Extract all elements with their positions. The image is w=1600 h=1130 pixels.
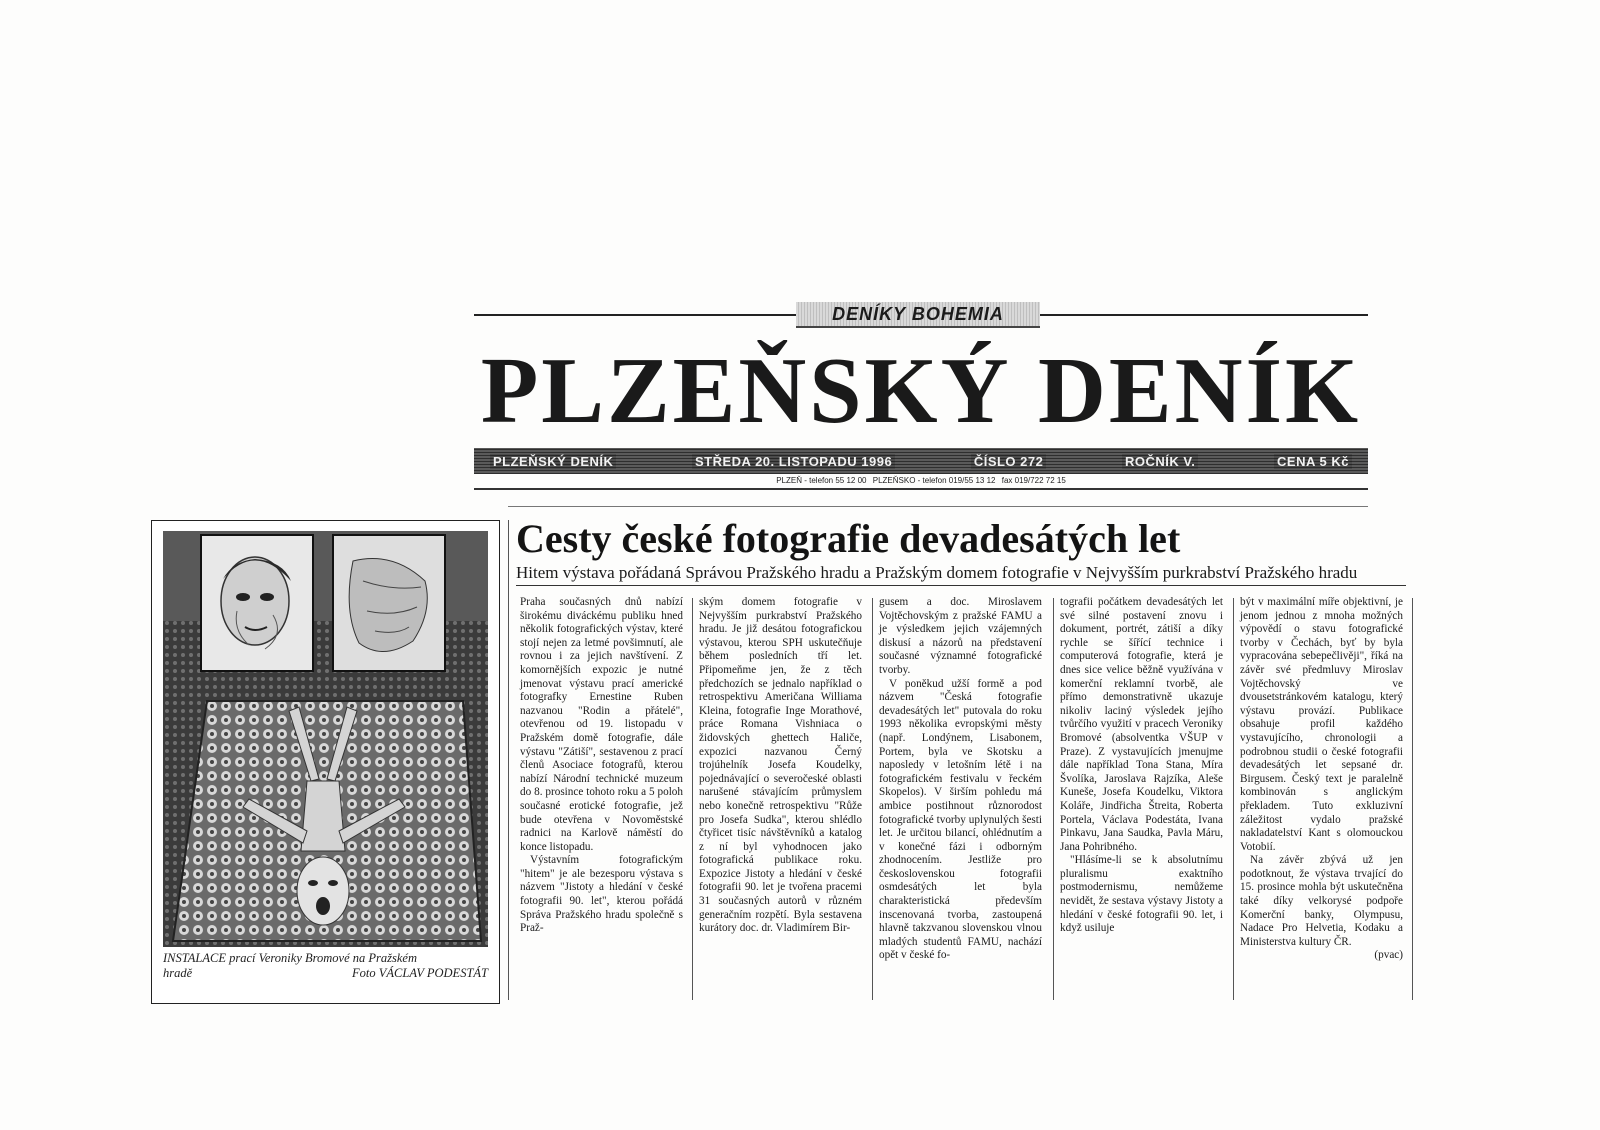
installation-photo (163, 531, 488, 947)
dateline-bar (474, 448, 1368, 474)
masthead-thin-rule (508, 506, 1368, 507)
article-column-1 (520, 596, 683, 936)
series-row (474, 300, 1368, 328)
dateline-paper: PLZEŇSKÝ DENÍK (490, 454, 616, 469)
dateline-price: CENA 5 Kč (1274, 454, 1352, 469)
article-right-rule (1412, 598, 1413, 1000)
paragraph: Praha současných dnů nabízí širokému diváckému publiku hned několik fotografických výstav, které stojí nejen za letmé povšimnutí, ale rovnou i za jejich navštívení. Z komornějších expozic je nutné jmenovat výstavu prací americké fotografky Ernestine Ruben nazvanou "Rodin a přátelé", otevřenou od 19. listopadu v Pražském domě fotografie, dále výstavu "Zátiší", sestavenou z prací členů Asociace fotografů, kterou nabízí Národní technické muzeum do 8. prosince tohoto roku a 5 poloh současné erotické fotografie, jež bude otevřena v Novoměstské radnici na Karlově náměstí do konce listopadu. (520, 596, 683, 853)
paragraph: "Hlásíme-li se k absolutnímu pluralismu exaktního postmodernismu, nemůžeme nevidět, že sestava výstavy Jistoty a hledání v české fotografii 90. let, i když usiluje (1060, 854, 1223, 935)
paragraph: tografii počátkem devadesátých let své silné postavení znovu i dokument, portrét, zátiší a díky rychle se šířící technice i computerová fotografie, která je dnes sice velice běžně využívána v komerční reklamní tvorbě, ale přímo demonstrativně ukazuje nikoliv laciný výsledek jejího tvůrčího využití v pracech Veroniky Bromové (absolventka VŠUP v Praze). Z vystavujících jmenujme dále například Tona Stana, Míra Švolíka, Jaroslava Rajzíka, Aleše Kuneše, Josefa Koudelku, Viktora Koláře, Jindřicha Štreita, Roberta Portela, Václava Podestáta, Ivana Pinkavu, Jana Saudka, Pavla Máru, Jana Pohribného. (1060, 596, 1223, 853)
contact-fax: fax 019/722 72 15 (1001, 476, 1066, 485)
masthead-rule (474, 488, 1368, 490)
paragraph: gusem a doc. Miroslavem Vojtěchovským z pražské FAMU a je výsledkem jejich vzájemných diskusí a názorů na představení současné významné fotografické tvorby. (879, 596, 1042, 676)
contact-city: PLZEŇ - telefon 55 12 00 (776, 476, 867, 485)
paragraph: být v maximální míře objektivní, je jenom jednou z mnoha možných výpovědí o stavu fotografické tvorby v Čechách, byť by byla vypracována sebepečlivěji", říká na závěr své předmluvy Miroslav Vojtěchovský ve dvousetstránkovém katalogu, který výstavu provází. Publikace obsahuje profil každého vystavujícího, chronologii a podrobnou studii o české fotografii devadesátých let sepsané dr. Birgusem. Český text je paralelně kombinován s anglickým překladem. Tuto exkluzivní záležitost vydalo pražské nakladatelství Kant s olomouckou Votobií. (1240, 596, 1403, 853)
series-rule-right (1040, 314, 1368, 316)
caption-line: INSTALACE prací Veroniky Bromové na Pražském (163, 951, 418, 965)
dateline-date: STŘEDA 20. LISTOPADU 1996 (692, 454, 895, 469)
contact-region: PLZEŇSKO - telefon 019/55 13 12 (872, 476, 996, 485)
article-column-2 (699, 596, 862, 936)
caption-place: hradě (163, 966, 193, 980)
series-logo: DENÍKY BOHEMIA (796, 302, 1040, 328)
photo-box (151, 520, 500, 1004)
paragraph: V poněkud užší formě a pod názvem "Česká fotografie devadesátých let" putovala do roku 1993 několika evropskými městy (např. Londýnem, Lisabonem, Portem, byla ve Skotsku a naposledy v letošním létě i na fotografickém festivalu v řeckém Skopelos). V širším pohledu má ambice postihnout různorodost fotografické tvorby uplynulých šesti let. Je určitou bilancí, ohlédnutím a v konečné fázi i odborným zhodnocením. Jestliže pro československou fotografii osmdesátých let byla charakteristická především inscenovaná tvorba, zastoupená hlavně takzvanou slovenskou vlnou mladých studentů FAMU, nachází opět v české fo- (879, 677, 1042, 962)
column-rule (1233, 598, 1234, 1000)
article-column-5 (1240, 596, 1403, 963)
column-rule (692, 598, 693, 1000)
photo-caption (163, 951, 488, 981)
dateline-volume: ROČNÍK V. (1122, 454, 1198, 469)
column-rule (1053, 598, 1054, 1000)
paragraph: ským domem fotografie v Nejvyšším purkrabství Pražského hradu. Je již desátou fotografickou výstavou, kterou SPH uskutečňuje během posledních tří let. Připomeňme jen, že z těch předchozích se jednalo například o retrospektivu Američana Williama Kleina, fotografie Inge Morathové, práce Romana Vishniaca o židovských ghettech Haliče, expozici nazvanou Černý trojúhelník Josefa Koudelky, pojednávající o severočeské oblasti narušené stávajícím průmyslem nebo konečně retrospektivu "Růže pro Josefa Sudka", kterou shlédlo čtyřicet tisíc návštěvníků a katalog z ní byl vyhodnocen jako fotografická publikace roku. Expozice Jistoty a hledání v české fotografii 90. let je tvořena pracemi 31 současných autorů v různém generačním rozpětí. Byla sestavena kurátory doc. dr. Vladimírem Bir- (699, 596, 862, 935)
author-signature: (pvac) (1374, 949, 1403, 962)
article-subhead: Hitem výstava pořádaná Správou Pražského hradu a Pražským domem fotografie v Nejvyšším purkrabství Pražského hradu (516, 563, 1406, 586)
column-rule (872, 598, 873, 1000)
series-rule-left (474, 314, 796, 316)
masthead (474, 300, 1368, 485)
paragraph: Na závěr zbývá už jen podotknout, že výstava trvající do 15. prosince mohla být uskutečněna také díky velkorysé podpoře Komerční banky, Olympusu, Nadace Pro Helvetia, Kodaku a Ministerstva kultury ČR. (1240, 854, 1403, 948)
article-column-3 (879, 596, 1042, 963)
contact-line (474, 476, 1368, 485)
article-column-4 (1060, 596, 1223, 936)
dateline-issue: ČÍSLO 272 (971, 454, 1047, 469)
caption-line-2 (163, 966, 488, 981)
photo-illustration (163, 531, 488, 947)
newspaper-title: PLZEŇSKÝ DENÍK (480, 339, 1362, 443)
caption-credit: Foto VÁCLAV PODESTÁT (352, 966, 488, 980)
article-headline: Cesty české fotografie devadesátých let (516, 516, 1181, 561)
article-left-rule (508, 520, 509, 1000)
paragraph: Výstavním fotografickým "hitem" je ale bezesporu výstava s názvem "Jistoty a hledání v české fotografii 90. let", kterou pořádá Správa Pražského hradu společně s Praž- (520, 854, 683, 935)
